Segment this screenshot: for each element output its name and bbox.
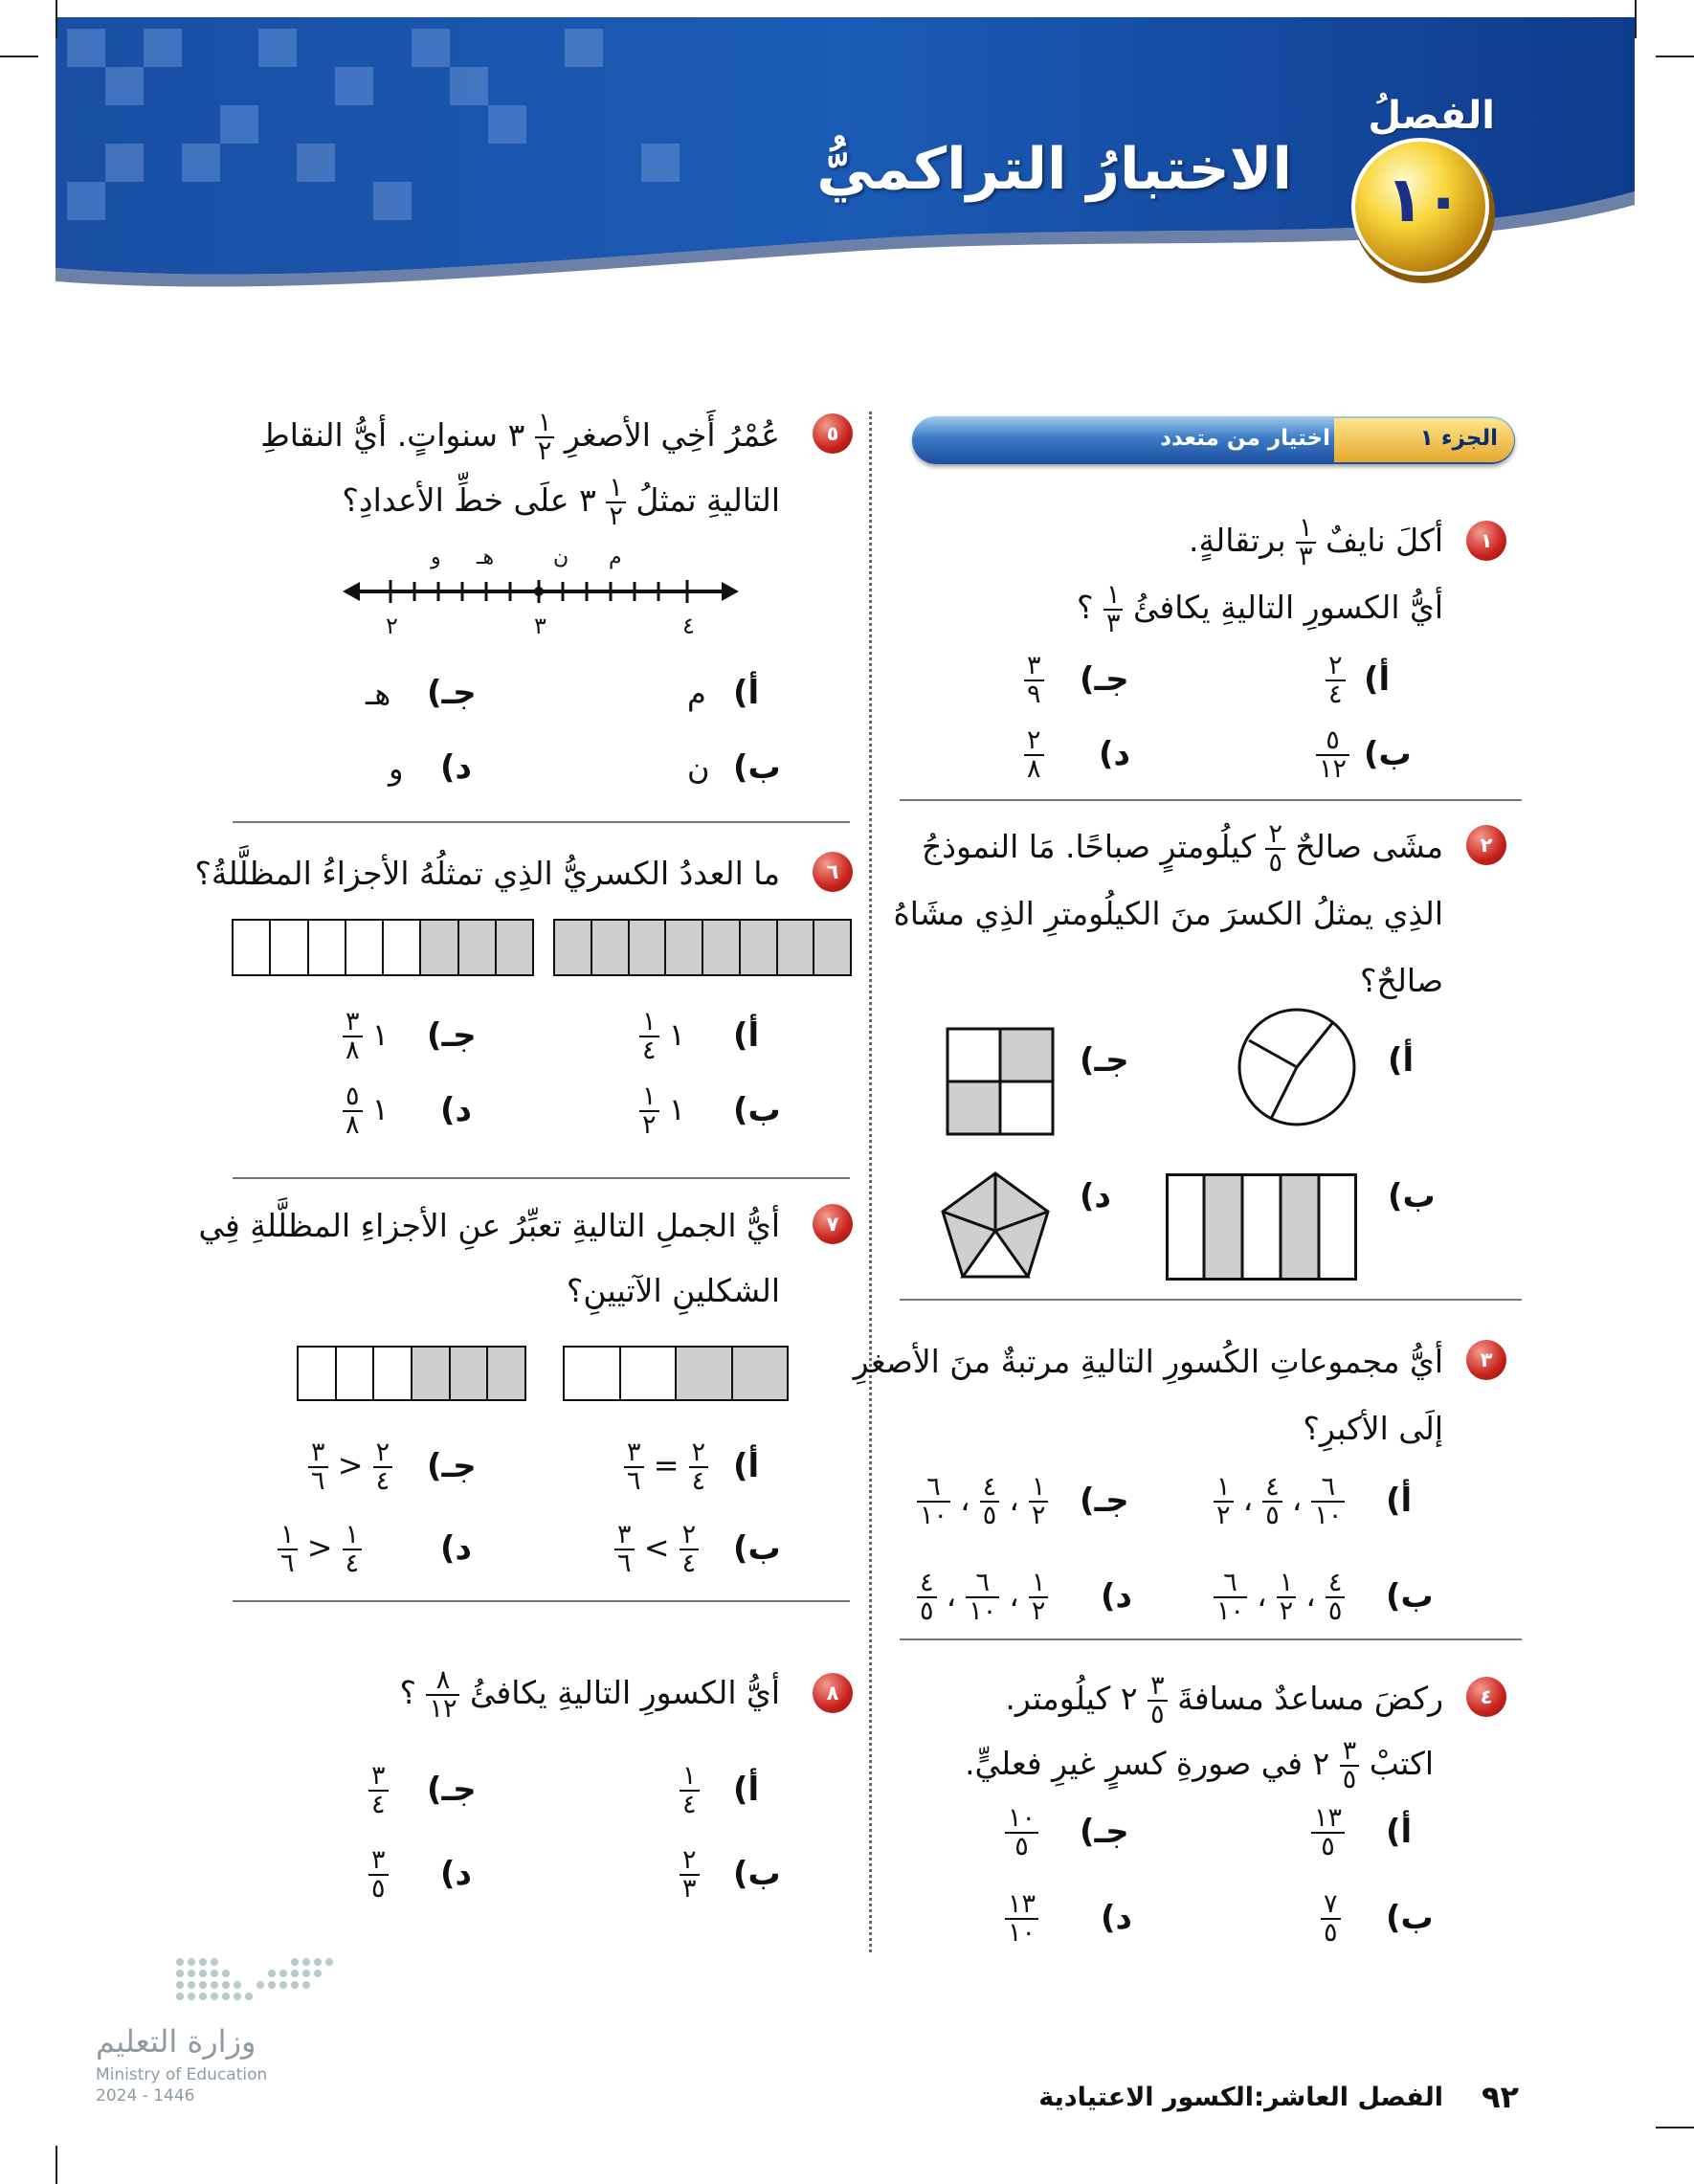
question-number: ٥ [813,413,853,454]
option-value[interactable]: ١ $\frac{١}{٢}$ [639,1083,685,1139]
chapter-banner [0,0,1694,345]
footer-topic: الكسور الاعتيادية [1038,2083,1254,2112]
option-label[interactable]: جـ) [1080,1482,1129,1520]
option-label[interactable]: أ) [1388,1041,1415,1080]
question-number: ٧ [813,1204,853,1244]
square-model[interactable] [946,1027,1055,1136]
option-value[interactable]: $\frac{٧}{٥}$ [1321,1891,1341,1947]
question-text: الذِي يمثلُ الكسرَ منَ الكيلُومترِ الذِي مشَاهُ [893,895,1443,932]
option-value[interactable]: ١ $\frac{٥}{٨}$ [343,1083,389,1139]
option-label[interactable]: أ) [1386,1813,1413,1851]
option-value[interactable]: $\frac{٤}{٥}$ ، $\frac{١}{٢}$ ، $\frac{٦}{١٠}$ [1214,1570,1345,1625]
option-label[interactable]: د) [440,1855,472,1893]
ministry-logo-icon [170,1952,343,2016]
fraction-strip-whole [553,919,852,976]
option-label[interactable]: أ) [1364,660,1391,699]
option-value[interactable]: ١ $\frac{٣}{٨}$ [343,1009,389,1064]
option-label[interactable]: جـ) [1080,660,1129,699]
option-label[interactable]: جـ) [1080,1813,1129,1851]
option-label[interactable]: د) [440,1091,472,1129]
option-label[interactable]: جـ) [427,674,477,712]
option-value[interactable]: $\frac{٥}{١٢}$ [1316,727,1349,783]
question-text: أيُّ مجموعاتِ الكُسورِ التاليةِ مرتبةٌ منَ الأصغرِ [853,1343,1443,1380]
question-text: أيُّ الكسورِ التاليةِ يكافئُ $\frac{٨}{١٢}$ ؟ [399,1664,780,1724]
option-value[interactable]: $\frac{١}{٦}$ > $\frac{١}{٤}$ [278,1522,362,1577]
fraction: $\frac{١}{٢}$ [535,410,555,465]
fraction: $\frac{٣}{٥}$ [1340,1738,1360,1794]
question-text: ركضَ مساعدٌ مسافةَ $\frac{٣}{٥}$ ٢ كيلُومتر. [1005,1670,1443,1729]
option-value[interactable]: $\frac{١٣}{٥}$ [1311,1805,1345,1861]
option-value[interactable]: ن [687,750,710,787]
question-number: ٣ [1466,1340,1506,1380]
crop-mark [0,56,38,57]
option-label[interactable]: أ) [733,674,760,712]
separator [900,799,1522,801]
question-number: ٤ [1466,1677,1506,1717]
question-number: ٨ [813,1673,853,1713]
option-label[interactable]: د) [1101,1577,1132,1616]
separator [233,821,850,823]
fraction: $\frac{٨}{١٢}$ [426,1667,459,1723]
number-line-point: هـ [477,546,495,569]
question-text: مشَى صالحٌ $\frac{٢}{٥}$ كيلُومترٍ صباحًا. مَا النموذجُ [921,818,1443,878]
fraction: $\frac{١}{٣}$ [1296,515,1316,570]
question-text: عُمْرُ أَخِي الأصغرِ $\frac{١}{٢}$ ٣ سنواتٍ. أيُّ النقاطِ [260,407,780,466]
crop-mark [56,2146,57,2184]
separator [900,1638,1522,1640]
fraction-strip-fourths [563,1346,789,1401]
option-label[interactable]: د) [1099,735,1130,773]
fraction: $\frac{١}{٣}$ [1103,582,1124,637]
option-value[interactable]: $\frac{٣}{٥}$ [368,1847,389,1903]
option-label[interactable]: د) [440,748,472,787]
number-line-point: و [431,546,441,569]
ministry-year: 2024 - 1446 [96,2086,195,2106]
option-label[interactable]: أ) [1386,1482,1413,1520]
option-value[interactable]: ١ $\frac{١}{٤}$ [639,1009,685,1064]
page-number: ٩٢ [1482,2079,1520,2115]
crop-mark [1656,2127,1694,2128]
option-value[interactable]: $\frac{٦}{١٠}$ ، $\frac{٤}{٥}$ ، $\frac{١}{٢}$ [1214,1474,1345,1529]
number-line-point: ن [553,546,569,569]
option-value[interactable]: $\frac{٣}{٦}$ > $\frac{٢}{٤}$ [308,1439,392,1495]
option-label[interactable]: جـ) [1080,1041,1129,1080]
option-value[interactable]: $\frac{٢}{٨}$ [1024,727,1044,783]
fraction: $\frac{١}{٢}$ [606,475,626,530]
crop-mark [1635,0,1637,38]
option-value[interactable]: $\frac{٣}{٦}$ = $\frac{٢}{٤}$ [624,1439,708,1495]
chapter-word: الفصلُ [1368,94,1495,138]
question-text: أيُّ الكسورِ التاليةِ يكافئُ $\frac{١}{٣}$ ؟ [1076,579,1443,638]
option-value[interactable]: $\frac{١٣}{١٠}$ [1005,1891,1038,1947]
question-text: اكتبْ $\frac{٣}{٥}$ ٢ في صورةِ كسرٍ غيرِ فعليٍّ. [965,1735,1434,1794]
option-label[interactable]: د) [1080,1177,1111,1215]
option-label[interactable]: أ) [733,1771,760,1809]
fraction-strip-sixths [297,1346,526,1401]
crop-mark [56,0,57,38]
question-number: ٦ [813,852,853,892]
option-label[interactable]: أ) [733,1447,760,1485]
strip-model[interactable] [1166,1173,1357,1281]
option-label[interactable]: د) [1101,1899,1132,1937]
option-value[interactable]: $\frac{٣}{٦}$ < $\frac{٢}{٤}$ [614,1522,699,1577]
option-value[interactable]: $\frac{١}{٤}$ [680,1763,700,1818]
footer-chapter: الفصل العاشر: [1254,2083,1443,2112]
part-title: اختيار من متعدد [1160,426,1330,451]
option-value[interactable]: $\frac{١}{٢}$ ، $\frac{٦}{١٠}$ ، $\frac{٤}{٥}$ [917,1570,1048,1625]
part-label: الجزء ١ [1419,426,1498,451]
option-label[interactable]: ب) [1386,1899,1434,1937]
ministry-name-english: Ministry of Education [96,2065,268,2084]
chapter-number: ١٠ [1385,163,1463,236]
question-text: ما العددُ الكسريُّ الذِي تمثلُهُ الأجزاءُ المظلَّلةُ؟ [194,855,780,892]
option-label[interactable]: ب) [733,1091,781,1129]
circle-model[interactable] [1235,1005,1359,1129]
option-label[interactable]: ب) [1386,1577,1434,1616]
page-title: الاختبارُ التراكميُّ [816,136,1292,203]
option-value[interactable]: $\frac{٣}{٩}$ [1024,653,1044,708]
option-label[interactable]: ب) [733,1529,781,1568]
separator [900,1299,1522,1301]
option-label[interactable]: ب) [733,748,781,787]
column-divider [869,412,872,1952]
tick-label: ٣ [534,613,546,639]
question-text: صالحٌ؟ [1360,962,1443,999]
question-text: الشكلينِ الآتيينِ؟ [566,1272,780,1309]
option-value[interactable]: $\frac{١٠}{٥}$ [1005,1805,1038,1861]
question-text: التاليةِ تمثلُ $\frac{١}{٢}$ ٣ علَى خطِّ الأعدادِ؟ [342,472,780,531]
option-value[interactable]: $\frac{٣}{٤}$ [368,1763,389,1818]
fraction: $\frac{٢}{٥}$ [1265,821,1285,877]
question-text: أيُّ الجملِ التاليةِ تعبِّرُ عنِ الأجزاءِ المظلَّلةِ فِي [198,1207,780,1244]
question-text: إلَى الأكبرِ؟ [1303,1410,1443,1447]
crop-mark [1656,56,1694,57]
option-label[interactable]: ب) [733,1855,781,1893]
question-number: ١ [1466,521,1506,561]
tick-label: ٢ [386,613,398,639]
option-value[interactable]: و [389,750,404,787]
option-value[interactable]: هـ [366,676,391,712]
option-label[interactable]: أ) [733,1016,760,1055]
option-value[interactable]: $\frac{٢}{٣}$ [680,1847,700,1903]
option-label[interactable]: د) [440,1529,472,1568]
option-label[interactable]: ب) [1388,1177,1436,1215]
option-label[interactable]: جـ) [427,1447,477,1485]
option-label[interactable]: جـ) [427,1771,477,1809]
tick-label: ٤ [682,613,695,639]
separator [233,1177,850,1179]
pentagon-model[interactable] [938,1170,1053,1284]
number-line-point: م [609,546,622,569]
question-text: أكلَ نايفٌ $\frac{١}{٣}$ برتقالةٍ. [1188,512,1443,571]
separator [233,1600,850,1602]
option-label[interactable]: ب) [1364,735,1412,773]
ministry-name-arabic: وزارة التعليم [96,2023,256,2060]
question-number: ٢ [1466,825,1506,865]
option-value[interactable]: $\frac{٢}{٤}$ [1326,653,1346,708]
option-value[interactable]: $\frac{١}{٢}$ ، $\frac{٤}{٥}$ ، $\frac{٦}{١٠}$ [917,1474,1048,1529]
fraction-strip-part [232,919,534,976]
fraction: $\frac{٣}{٥}$ [1148,1673,1168,1728]
option-label[interactable]: جـ) [427,1016,477,1055]
option-value[interactable]: م [687,676,706,712]
